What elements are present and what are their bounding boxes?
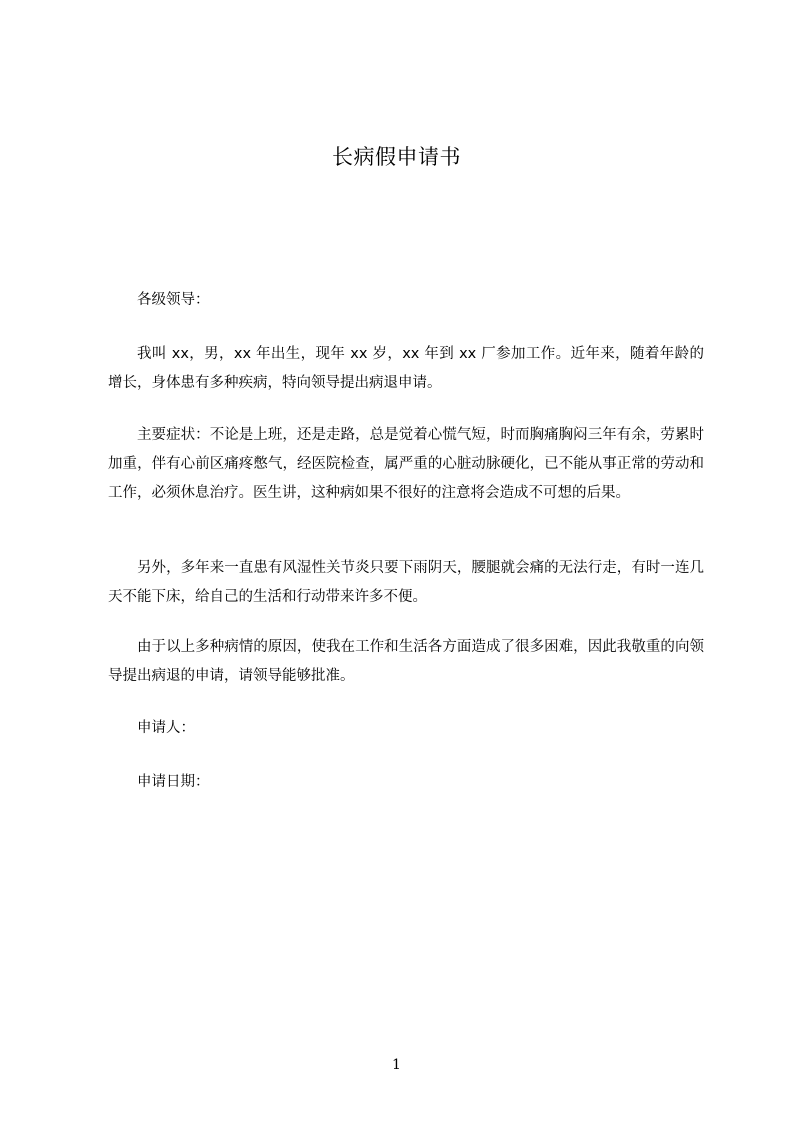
application-date-label: 申请日期： — [137, 774, 210, 790]
applicant-label: 申请人： — [137, 720, 195, 736]
paragraph-text: 由于以上多种病情的原因，使我在工作和生活各方面造成了很多困难，因此我敬重的向领导提出病退的申请，请领导能够批准。 — [108, 639, 704, 684]
paragraph-rheumatism — [108, 554, 704, 612]
document-title: 长病假申请书 — [332, 145, 461, 169]
paragraph-text: 我叫 xx，男，xx 年出生，现年 xx 岁，xx 年到 xx 厂参加工作。近年来，随着年龄的增长，身体患有多种疾病，特向领导提出病退申请。 — [108, 346, 704, 391]
application-date-line — [108, 768, 704, 797]
salutation — [108, 286, 704, 315]
page-number: 1 — [392, 1057, 401, 1073]
paragraph-text: 主要症状：不论是上班，还是走路，总是觉着心慌气短，时而胸痛胸闷三年有余，劳累时加重，伴有心前区痛疼憋气，经医院检查，属严重的心脏动脉硬化，已不能从事正常的劳动和工作，必须休息治疗。医生讲，这种病如果不很好的注意将会造成不可想的后果。 — [108, 427, 704, 501]
salutation-text: 各级领导： — [137, 292, 210, 308]
paragraph-introduction — [108, 340, 704, 398]
paragraph-text: 另外，多年来一直患有风湿性关节炎只要下雨阴天，腰腿就会痛的无法行走，有时一连几天不能下床，给自己的生活和行动带来许多不便。 — [108, 560, 704, 605]
paragraph-symptoms — [108, 421, 704, 508]
paragraph-request — [108, 633, 704, 691]
applicant-line — [108, 714, 704, 743]
